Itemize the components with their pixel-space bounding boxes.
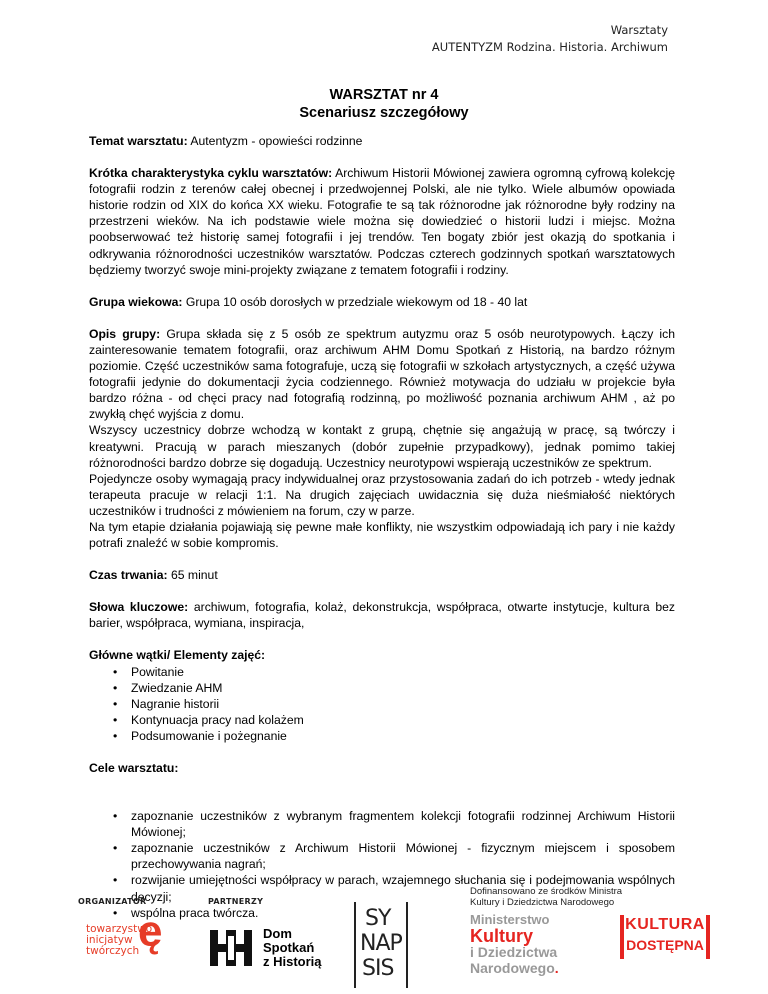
tit-logo-text: towarzystwo inicjatyw twórczych xyxy=(86,923,153,957)
ministry-logo: Ministerstwo Kultury i Dziedzictwa Narodowego. xyxy=(470,912,559,976)
logo-footer xyxy=(0,880,768,994)
tit-logo-icon: ę xyxy=(138,907,163,956)
duration-label: Czas trwania: xyxy=(89,568,168,583)
keywords-value: archiwum, fotografia, kolaż, dekonstrukcja, współpraca, otwarte instytucje, kultura bez barier, współpraca, wymiana, inspiracja, xyxy=(89,600,675,631)
goals-heading: Cele warsztatu: xyxy=(89,761,179,775)
group-text-1: Grupa składa się z 5 osób ze spektrum autyzmu oraz 5 osób neurotypowych. Łączy ich zainteresowanie tematem fotografii, oraz archiwum AHM Domu Spotkań z Historią, na bardzo różnym poziomie. Część uczestników sama fotografuje, uczą się fotografii w szkołach artystycznych, a część używa fotografii jedynie do dokumentacji życia codziennego. Również motywacja do udziału w projekcie była bardzo różna - od chęci pracy nad fotografią rodzinną, po możliwość poznania archiwum AHM , aż po zwykłą chęć wyjścia z domu. xyxy=(89,326,676,422)
list-item: • Powitanie xyxy=(89,664,675,680)
topic-paragraph xyxy=(89,133,675,149)
list-item: • Podsumowanie i pożegnanie xyxy=(89,728,675,744)
funding-note: Dofinansowano ze środków Ministra Kultury i Dziedzictwa Narodowego xyxy=(470,886,623,908)
group-label: Opis grupy: xyxy=(89,326,161,341)
kultura-dostepna-logo: KULTURA DOSTĘPNA xyxy=(620,915,710,959)
title-main: WARSZTAT nr 4 xyxy=(329,87,439,103)
list-item: • zapoznanie uczestników z Archiwum Historii Mówionej - fizycznym miejscem i sposobem przechowywania nagrań; xyxy=(89,840,675,872)
title-sub: Scenariusz szczegółowy xyxy=(299,105,469,121)
synapsis-logo-line-2: NAP xyxy=(360,931,402,956)
age-group-value: Grupa 10 osób dorosłych w przedziale wiekowym od 18 - 40 lat xyxy=(185,294,528,309)
description-paragraph xyxy=(89,165,675,278)
list-item: • zapoznanie uczestników z wybranym fragmentem kolekcji fotografii rodzinnej Archiwum Historii Mówionej; xyxy=(89,808,675,840)
keywords-paragraph xyxy=(89,599,675,631)
header-line-2: AUTENTYZM Rodzina. Historia. Archiwum xyxy=(431,40,668,54)
partners-label: PARTNERZY xyxy=(208,897,264,906)
page-header xyxy=(432,22,668,56)
topic-label: Temat warsztatu: xyxy=(89,134,188,148)
synapsis-logo-line-1: SY xyxy=(365,906,391,931)
elements-heading: Główne wątki/ Elementy zajęć: xyxy=(89,648,266,663)
duration-value: 65 minut xyxy=(170,568,218,583)
group-paragraph-4: Na tym etapie działania pojawiają się pewne małe konflikty, nie wszystkim odpowiadają ich pary i nie każdy potrafi znaleźć w sobie kompromis. xyxy=(89,519,675,551)
group-paragraph-3: Pojedyncze osoby wymagają pracy indywidualnej oraz przystosowania zadań do ich potrzeb - wtedy jednak terapeuta pracuje w relacji 1:1. Na drugich zajęciach uwidacznia się duża nieśmiałość niektórych uczestników i trudności z mówieniem na forum, czy w parze. xyxy=(89,471,675,518)
document-body xyxy=(89,133,675,921)
topic-value: Autentyzm - opowieści rodzinne xyxy=(190,134,363,148)
description-label: Krótka charakterystyka cyklu warsztatów: xyxy=(89,166,333,181)
keywords-label: Słowa kluczowe: xyxy=(89,600,189,615)
synapsis-logo-line-3: SIS xyxy=(362,956,394,981)
group-paragraph-1 xyxy=(89,326,675,423)
list-item: • rozwijanie umiejętności współpracy w parach, wzajemnego słuchania się i podejmowania wspólnych decyzji; xyxy=(89,872,675,904)
dom-spotkan-logo-text: Dom Spotkań z Historią xyxy=(263,926,322,969)
list-item: • wspólna praca twórcza. xyxy=(89,905,675,921)
elements-list xyxy=(89,664,675,744)
group-paragraph-2: Wszyscy uczestnicy dobrze wchodzą w kontakt z grupą, chętnie się angażują w pracę, są twórczy i kreatywni. Pracują w parach mieszanych (dobór zupełnie przypadkowy), jednak pomimo takiej różnorodności bardzo dobrze się dogadują. Uczestnicy neurotypowi wspierają uczestników ze spektrum. xyxy=(89,423,675,470)
dom-spotkan-logo-icon xyxy=(208,928,254,968)
header-line-1: Warsztaty xyxy=(610,23,668,37)
duration-paragraph xyxy=(89,567,675,583)
list-item: • Nagranie historii xyxy=(89,696,675,712)
organizer-label: ORGANIZATOR xyxy=(78,897,147,906)
list-item: • Kontynuacja pracy nad kolażem xyxy=(89,712,675,728)
description-text: Archiwum Historii Mówionej zawiera ogromną cyfrową kolekcję fotografii rodzin z terenów całej obecnej i przedwojennej Polski, ale nie tylko. Wiele albumów opowiada historie rodzin od XIX do końca XX wieku. Fotografie te są tak różnorodne jak różnorodne były rodziny na przestrzeni wieków. Na ich podstawie wiele można się dowiedzieć o historii ludzi i miejsc. Można poobserwować też historię samej fotografii i jej trendów. Ten bogaty zbiór jest okazją do spotkania i odkrywania różnorodności uczestników warsztatów. Podczas czterech godzinnych spotkań warsztatowych będziemy tworzyć swoje mini-projekty związane z tematem fotografii i rodziny. xyxy=(89,166,675,277)
list-item: • Zwiedzanie AHM xyxy=(89,680,675,696)
document-title xyxy=(0,86,768,122)
age-group-label: Grupa wiekowa: xyxy=(89,294,183,309)
age-group-paragraph xyxy=(89,294,675,310)
